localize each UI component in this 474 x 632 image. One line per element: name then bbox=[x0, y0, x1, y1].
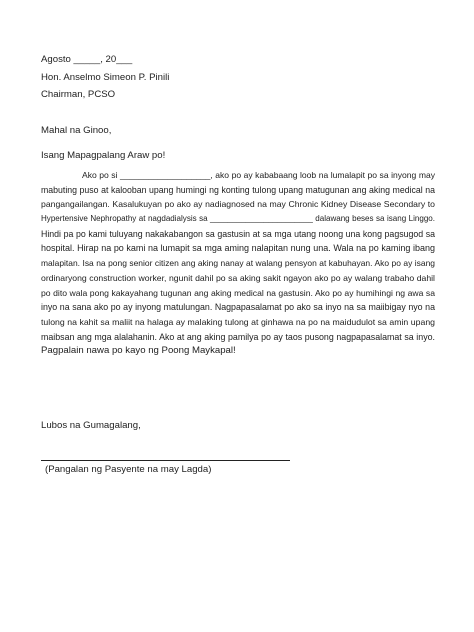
body-line: maibsan ang mga alalahanin. Ako at ang aking pamilya po ay taos pusong nagpapasalamat sa inyo. bbox=[41, 331, 435, 342]
body-line: mabuting puso at kalooban upang humingi ng konting tulong upang matugunan ang aking medical na bbox=[41, 184, 435, 195]
salutation: Mahal na Ginoo, bbox=[41, 125, 112, 136]
body-line: Hindi pa po kami tuluyang nakakabangon sa gastusin at sa mga utang noong una kong pagsugod sa bbox=[41, 228, 435, 239]
greeting: Isang Mapagpalang Araw po! bbox=[41, 150, 166, 161]
body-line: Ako po si ___________________, ako po ay kababaang loob na lumalapit po sa inyong may bbox=[82, 170, 435, 180]
body-line: po dito wala pong kakayahang tugunan ang aking medical na gastusin. Ako po ay humihingi ng awa sa bbox=[41, 287, 435, 298]
body-line: inyo na sana ako po ay inyong matulungan. Nagpapasalamat po ako sa inyo na sa maiibigay nyo na bbox=[41, 302, 435, 313]
body-line: hospital. Hirap na po kami na lumapit sa mga aming nalapitan nung una. Wala na po kaming ibang bbox=[41, 243, 435, 254]
closing: Lubos na Gumagalang, bbox=[41, 420, 141, 431]
body-line: Hypertensive Nephropathy at nagdadialysis sa _______________________ dalawang beses sa isang Linggo. bbox=[41, 214, 435, 224]
body-line: Pagpalain nawa po kayo ng Poong Maykapal! bbox=[41, 345, 236, 357]
signature-caption: (Pangalan ng Pasyente na may Lagda) bbox=[45, 464, 212, 475]
letter-body bbox=[41, 168, 435, 359]
signature-line bbox=[41, 460, 290, 461]
recipient-title: Chairman, PCSO bbox=[41, 89, 116, 100]
body-line: ordinaryong construction worker, ngunit dahil po sa aking sakit ngayon ako po ay walang trabaho dahil bbox=[41, 272, 435, 283]
recipient-name: Hon. Anselmo Simeon P. Pinili bbox=[41, 72, 170, 83]
body-line: tulong na kahit sa maliit na halaga ay malaking tulong at ginhawa na po na maidudulot sa amin upang bbox=[41, 316, 435, 327]
body-line: malapitan. Isa na pong senior citizen ang aking nanay at walang pensyon at kabuhayan. Ako po ay isang bbox=[41, 258, 435, 269]
body-line: pangangailangan. Kasalukuyan po ako ay nadiagnosed na may Chronic Kidney Disease Secondary to bbox=[41, 199, 435, 210]
date-line: Agosto _____, 20___ bbox=[41, 54, 133, 65]
